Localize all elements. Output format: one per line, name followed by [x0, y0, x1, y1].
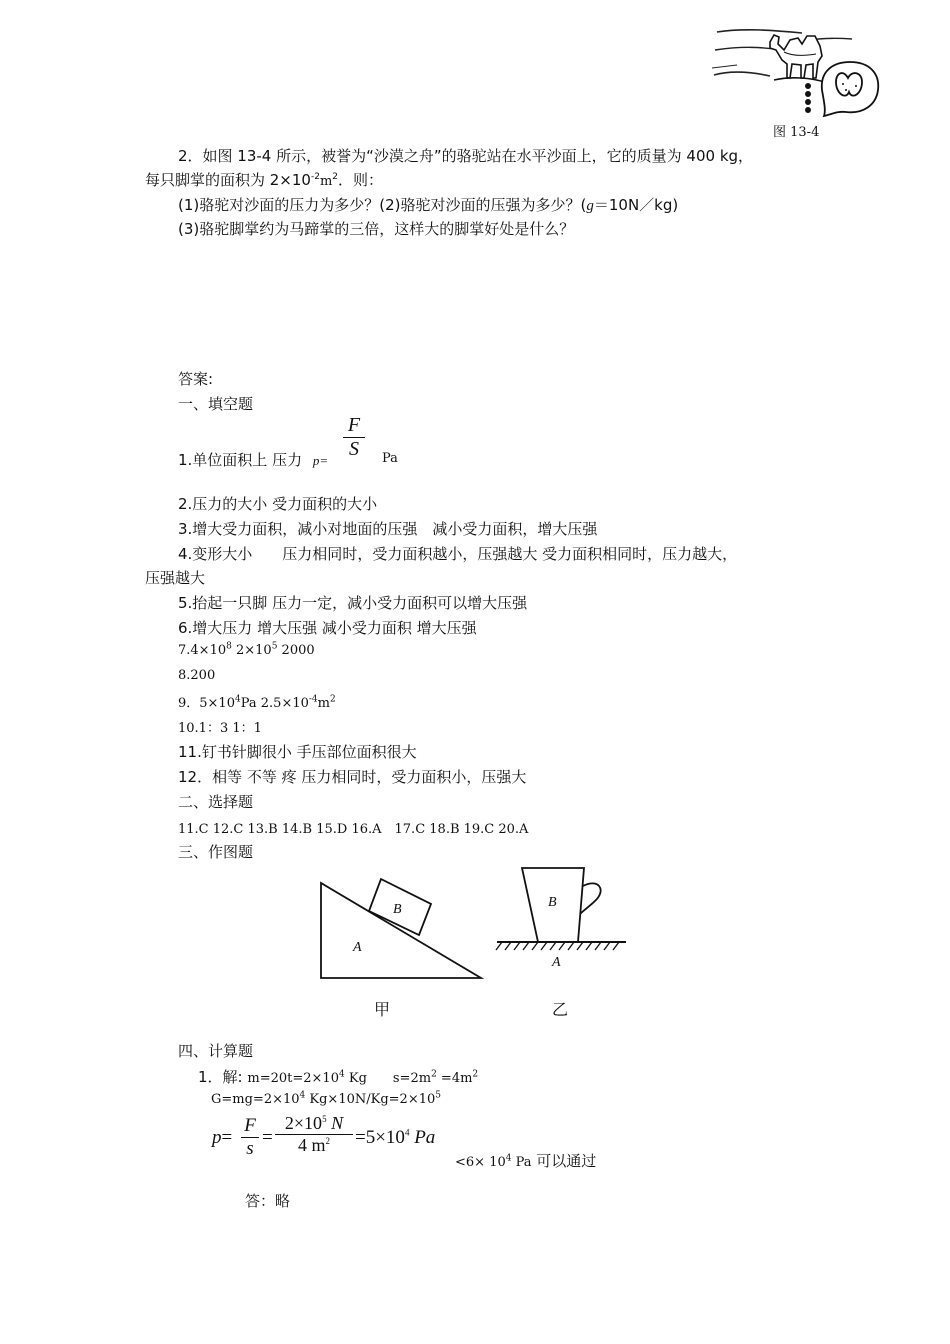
answer-1: 1.单位面积上 压力 p= [178, 451, 329, 469]
answer-5: 5.抬起一只脚 压力一定，减小受力面积可以增大压强 [178, 594, 528, 612]
eq-result: $=5\times 10^4$ Pa [355, 1127, 436, 1148]
eq-p: p= [212, 1127, 233, 1148]
problem2-line1: 2．如图 13-4 所示，被誉为“沙漠之舟”的骆驼站在水平沙面上，它的质量为 400 kg， [178, 147, 754, 165]
figure-yi-label-a: A [552, 955, 561, 970]
answer-1-fraction: $\frac{F}{S}$ [343, 414, 365, 461]
calc-line-1: 1．解: $m=20t=2\times 10^4$ Kg $s=2m^2 =4m^2$ [198, 1068, 479, 1086]
figure-yi-caption: 乙 [552, 1000, 569, 1019]
figure-yi-cup [494, 862, 629, 957]
answer-3: 3.增大受力面积，减小对地面的压强 减小受力面积，增大压强 [178, 520, 598, 538]
answer-12: 12．相等 不等 疼 压力相同时，受力面积小，压强大 [178, 768, 527, 786]
answer-4-line1: 4.变形大小 压力相同时，受力面积越小，压强越大 受力面积相同时，压力越大， [178, 545, 738, 563]
answer-9: 9．$5\times 10^4Pa$ $2.5\times 10^{-4}m^2$ [178, 694, 336, 711]
eq-fraction-fs: $\frac{F}{s}$ [241, 1115, 259, 1160]
figure-jia-incline [315, 875, 490, 985]
answers-title: 答案: [178, 370, 214, 388]
choice-answers: 11.C 12.C 13.B 14.B 15.D 16.A 17.C 18.B 19.C 20.A [178, 822, 529, 837]
section-drawing: 三、作图题 [178, 843, 254, 861]
answer-6: 6.增大压力 增大压强 减小受力面积 增大压强 [178, 619, 477, 637]
eq-fraction-values: $\frac{2\times 10^5 N}{4 m^2}$ [275, 1113, 353, 1156]
answer-7: $7.4\times 10^8$ $2\times 10^5$ 2000 [178, 641, 315, 658]
calc-line-2: $G=mg=2\times 10^4$ $Kg\times 10N/Kg=2\times 10^5$ [211, 1090, 441, 1107]
eq-compare: $<6\times 10^4$ Pa 可以通过 [455, 1152, 597, 1170]
section-choice: 二、选择题 [178, 793, 254, 811]
answer-11: 11.钉书针脚很小 手压部位面积很大 [178, 743, 417, 761]
problem2-q1q2: (1)骆驼对沙面的压力为多少？(2)骆驼对沙面的压强为多少？(g＝10N／kg) [178, 196, 679, 214]
figure-yi-label-b: B [548, 895, 557, 910]
figure-jia-caption: 甲 [374, 1000, 391, 1019]
figure-caption: 图 13-4 [773, 125, 820, 140]
answer-2: 2.压力的大小 受力面积的大小 [178, 495, 378, 513]
section-fill-blank: 一、填空题 [178, 395, 254, 413]
answer-1-unit: Pa [382, 451, 398, 466]
answer-10: 10.1：3 1：1 [178, 721, 262, 736]
problem2-q3: (3)骆驼脚掌约为马蹄掌的三倍，这样大的脚掌好处是什么？ [178, 220, 575, 238]
problem2-line2: 每只脚掌的面积为 $2\times 10^{-2}m^2$．则： [145, 171, 384, 189]
final-answer: 答：略 [245, 1192, 291, 1210]
answer-4-line2: 压强越大 [145, 569, 206, 587]
figure-jia-label-b: B [393, 902, 402, 917]
camel-figure [712, 20, 887, 120]
figure-jia-label-a: A [353, 940, 362, 955]
section-calculation: 四、计算题 [178, 1042, 254, 1060]
eq-equals-2: = [262, 1127, 273, 1148]
answer-8: 8.200 [178, 668, 216, 683]
